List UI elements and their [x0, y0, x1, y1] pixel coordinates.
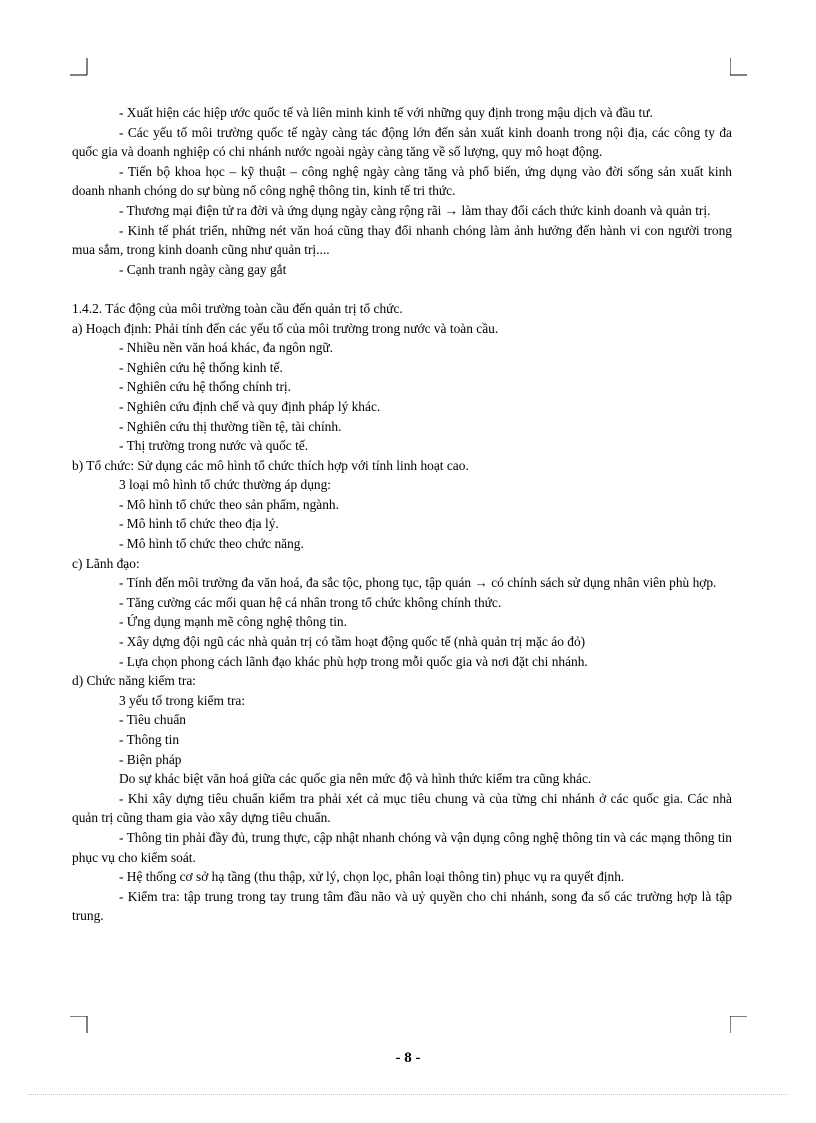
controlling-heading: d) Chức năng kiểm tra: [72, 673, 197, 689]
list-item: - Kiểm tra: tập trung trong tay trung tâm đầu não và uỷ quyền cho chi nhánh, song đa số các trường hợp là tập trung. [72, 888, 732, 924]
list-item: - Hệ thống cơ sở hạ tầng (thu thập, xử lý, chọn lọc, phân loại thông tin) phục vụ ra quyết định. [119, 869, 625, 885]
list-item: - Tiêu chuẩn [119, 712, 186, 728]
list-item: - Mô hình tổ chức theo sản phẩm, ngành. [119, 496, 339, 512]
page-number: - 8 - [395, 1050, 421, 1066]
paragraph: - Các yếu tố môi trường quốc tế ngày càng tác động lớn đến sản xuất kinh doanh trong nội địa, các công ty đa quốc gia và doanh nghiệp có chi nhánh nước ngoài ngày càng tăng về số lượng, quy mô hoạt động. [72, 124, 732, 160]
crop-mark-top-right [730, 58, 748, 76]
controlling-intro: 3 yếu tố trong kiểm tra: [119, 692, 246, 708]
list-item: - Nghiên cứu thị thường tiền tệ, tài chính. [119, 418, 342, 434]
paragraph: - Kinh tế phát triển, những nét văn hoá cũng thay đổi nhanh chóng làm ảnh hưởng đến hành vi con người trong mua sắm, trong kinh doanh cũng như quản trị.... [72, 222, 732, 258]
list-item: - Tăng cường các mối quan hệ cá nhân trong tổ chức không chính thức. [119, 594, 502, 610]
list-item: - Khi xây dựng tiêu chuẩn kiểm tra phải xét cả mục tiêu chung và của từng chi nhánh ở các quốc gia. Các nhà quản trị cũng tham gia vào xây dựng tiêu chuẩn. [72, 790, 732, 826]
list-item: - Nhiều nền văn hoá khác, đa ngôn ngữ. [119, 340, 334, 356]
section-heading: 1.4.2. Tác động của môi trường toàn cầu đến quản trị tổ chức. [72, 300, 403, 316]
organizing-intro: 3 loại mô hình tổ chức thường áp dụng: [119, 477, 332, 493]
list-item: - Lựa chọn phong cách lãnh đạo khác phù hợp trong mỗi quốc gia và nơi đặt chi nhánh. [119, 653, 588, 669]
list-item: - Mô hình tổ chức theo chức năng. [119, 536, 304, 552]
crop-mark-bottom-left [70, 1016, 88, 1034]
list-item: - Nghiên cứu hệ thống kinh tế. [119, 359, 283, 375]
list-item: - Nghiên cứu định chế và quy định pháp lý khác. [119, 398, 381, 414]
list-item: - Thông tin [119, 732, 180, 747]
list-item: - Biện pháp [119, 751, 182, 767]
organizing-heading: b) Tổ chức: Sử dụng các mô hình tổ chức thích hợp với tính linh hoạt cao. [72, 457, 469, 473]
list-item: - Nghiên cứu hệ thống chính trị. [119, 379, 291, 395]
paragraph: - Cạnh tranh ngày càng gay gắt [119, 261, 287, 277]
list-item: - Thông tin phải đầy đủ, trung thực, cập nhật nhanh chóng và vận dụng công nghệ thông tin và các mạng thông tin phục vụ cho kiểm soát. [72, 829, 732, 865]
list-item: - Mô hình tổ chức theo địa lý. [119, 516, 279, 532]
paragraph: - Tiến bộ khoa học – kỹ thuật – công nghệ ngày càng tăng và phổ biến, ứng dụng vào đời sống sản xuất kinh doanh nhanh chóng do sự bùng nổ công nghệ thông tin, kinh tế tri thức. [72, 163, 732, 199]
page-break-rule [28, 1094, 788, 1095]
planning-heading: a) Hoạch định: Phải tính đến các yếu tố của môi trường trong nước và toàn cầu. [72, 320, 499, 336]
list-item: - Ứng dụng mạnh mẽ công nghệ thông tin. [119, 614, 347, 630]
paragraph: - Xuất hiện các hiệp ước quốc tế và liên minh kinh tế với những quy định trong mậu dịch và đầu tư. [119, 105, 653, 120]
paragraph: - Thương mại điện tử ra đời và ứng dụng ngày càng rộng rãi → làm thay đổi cách thức kinh doanh và quản trị. [119, 202, 711, 218]
list-item: - Xây dựng đội ngũ các nhà quản trị có tầm hoạt động quốc tế (nhà quản trị mặc áo đỏ) [119, 634, 586, 650]
crop-mark-top-left [70, 58, 88, 76]
controlling-note: Do sự khác biệt văn hoá giữa các quốc gia nên mức độ và hình thức kiểm tra cũng khác. [119, 771, 592, 787]
list-item: - Thị trường trong nước và quốc tế. [119, 438, 309, 454]
crop-mark-bottom-right [730, 1016, 748, 1034]
document-body [72, 103, 732, 926]
list-item: - Tính đến môi trường đa văn hoá, đa sắc tộc, phong tục, tập quán → có chính sách sử dụng nhân viên phù hợp. [119, 575, 717, 591]
leading-heading: c) Lãnh đạo: [72, 555, 140, 571]
